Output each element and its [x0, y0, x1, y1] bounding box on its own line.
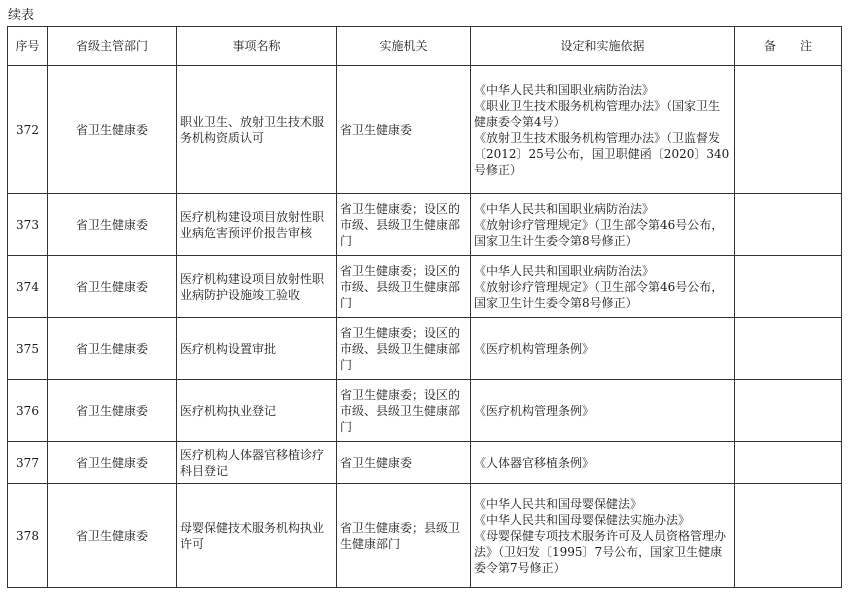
- row-department: 省卫生健康委: [48, 484, 177, 588]
- row-department: 省卫生健康委: [48, 318, 177, 380]
- row-agency: 省卫生健康委；设区的市级、县级卫生健康部门: [337, 318, 471, 380]
- row-note: [735, 484, 842, 588]
- row-item-name: 母婴保健技术服务机构执业许可: [177, 484, 337, 588]
- row-agency: 省卫生健康委；设区的市级、县级卫生健康部门: [337, 380, 471, 442]
- row-agency: 省卫生健康委；设区的市级、县级卫生健康部门: [337, 256, 471, 318]
- row-basis: [471, 194, 735, 256]
- basis-line: 《医疗机构管理条例》: [474, 341, 595, 356]
- row-basis: [471, 66, 735, 194]
- basis-line: 《中华人民共和国职业病防治法》: [474, 82, 655, 97]
- approval-items-table: [7, 26, 842, 588]
- basis-line: 《中华人民共和国职业病防治法》: [474, 263, 655, 278]
- row-basis: [471, 256, 735, 318]
- row-serial: 378: [8, 484, 48, 588]
- header-item-name: 事项名称: [177, 27, 337, 66]
- row-item-name: 医疗机构设置审批: [177, 318, 337, 380]
- basis-line: 《中华人民共和国母婴保健法实施办法》: [474, 512, 691, 527]
- table-row: [8, 318, 842, 380]
- row-serial: 372: [8, 66, 48, 194]
- row-agency: 省卫生健康委: [337, 442, 471, 484]
- row-department: 省卫生健康委: [48, 442, 177, 484]
- row-serial: 373: [8, 194, 48, 256]
- header-basis: 设定和实施依据: [471, 27, 735, 66]
- basis-line: 《中华人民共和国职业病防治法》: [474, 201, 655, 216]
- row-item-name: 医疗机构人体器官移植诊疗科目登记: [177, 442, 337, 484]
- row-basis: [471, 484, 735, 588]
- row-department: 省卫生健康委: [48, 380, 177, 442]
- row-basis: [471, 318, 735, 380]
- basis-line: 《放射卫生技术服务机构管理办法》（卫监督发〔2012〕25号公布，国卫职健函〔2020〕340号修正）: [474, 130, 730, 177]
- table-row: [8, 442, 842, 484]
- table-row: [8, 194, 842, 256]
- row-note: [735, 66, 842, 194]
- row-agency: 省卫生健康委；县级卫生健康部门: [337, 484, 471, 588]
- row-serial: 374: [8, 256, 48, 318]
- basis-line: 《母婴保健专项技术服务许可及人员资格管理办法》（卫妇发〔1995〕7号公布，国家卫生健康委令第7号修正）: [474, 528, 727, 575]
- basis-line: 《中华人民共和国母婴保健法》: [474, 496, 643, 511]
- row-item-name: 医疗机构建设项目放射性职业病防护设施竣工验收: [177, 256, 337, 318]
- table-caption: 续表: [8, 8, 35, 23]
- row-note: [735, 442, 842, 484]
- row-basis: [471, 442, 735, 484]
- basis-line: 《放射诊疗管理规定》（卫生部令第46号公布，国家卫生计生委令第8号修正）: [474, 279, 724, 310]
- basis-line: 《人体器官移植条例》: [474, 455, 595, 470]
- table-header-row: [8, 27, 842, 66]
- basis-line: 《放射诊疗管理规定》（卫生部令第46号公布，国家卫生计生委令第8号修正）: [474, 217, 724, 248]
- basis-line: 《职业卫生技术服务机构管理办法》（国家卫生健康委令第4号）: [474, 98, 721, 129]
- row-note: [735, 318, 842, 380]
- row-serial: 375: [8, 318, 48, 380]
- row-basis: [471, 380, 735, 442]
- row-department: 省卫生健康委: [48, 194, 177, 256]
- row-note: [735, 380, 842, 442]
- table-row: [8, 380, 842, 442]
- row-serial: 377: [8, 442, 48, 484]
- table-row: [8, 256, 842, 318]
- row-serial: 376: [8, 380, 48, 442]
- row-item-name: 医疗机构建设项目放射性职业病危害预评价报告审核: [177, 194, 337, 256]
- row-agency: 省卫生健康委；设区的市级、县级卫生健康部门: [337, 194, 471, 256]
- row-note: [735, 256, 842, 318]
- header-serial: 序号: [8, 27, 48, 66]
- header-agency: 实施机关: [337, 27, 471, 66]
- row-item-name: 职业卫生、放射卫生技术服务机构资质认可: [177, 66, 337, 194]
- header-department: 省级主管部门: [48, 27, 177, 66]
- row-department: 省卫生健康委: [48, 66, 177, 194]
- table-row: [8, 484, 842, 588]
- row-agency: 省卫生健康委: [337, 66, 471, 194]
- header-note: 备 注: [735, 27, 842, 66]
- row-item-name: 医疗机构执业登记: [177, 380, 337, 442]
- row-note: [735, 194, 842, 256]
- basis-line: 《医疗机构管理条例》: [474, 403, 595, 418]
- row-department: 省卫生健康委: [48, 256, 177, 318]
- table-row: [8, 66, 842, 194]
